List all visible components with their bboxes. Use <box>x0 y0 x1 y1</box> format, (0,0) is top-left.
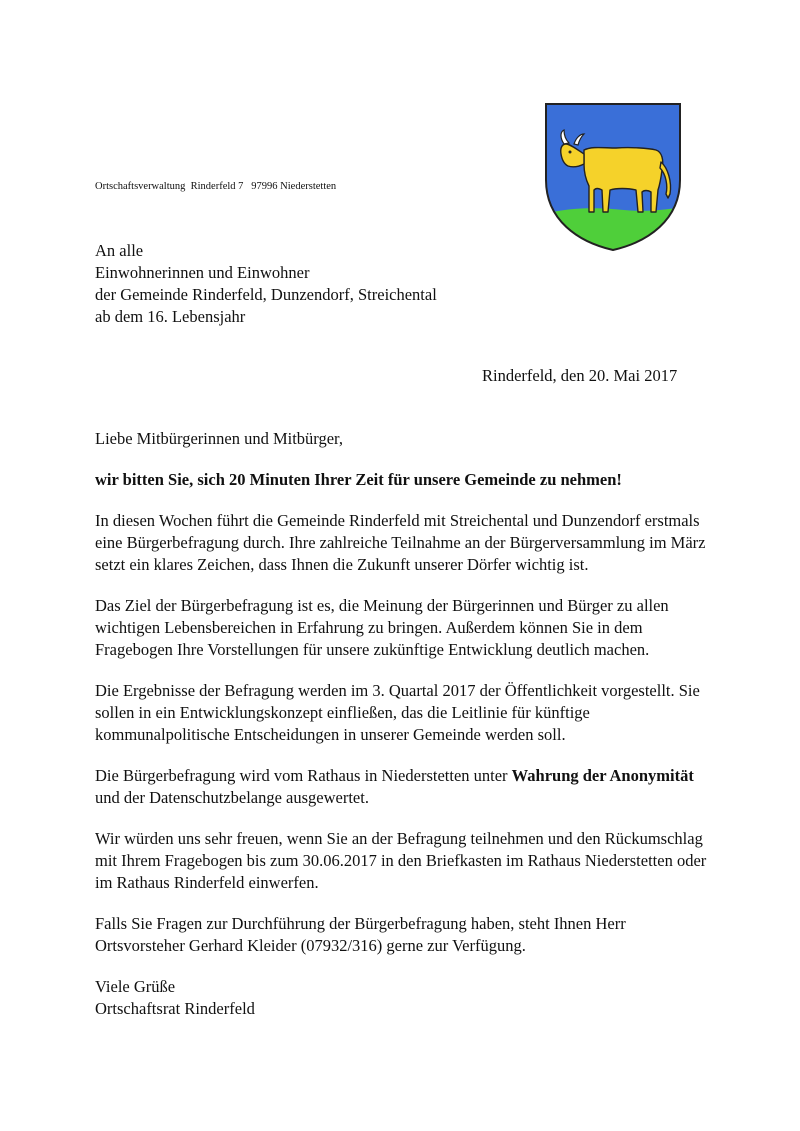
lead-sentence: wir bitten Sie, sich 20 Minuten Ihrer Zeit für unsere Gemeinde zu nehmen! <box>95 470 622 489</box>
recipient-block <box>95 240 437 328</box>
paragraph-line: Fragebogen Ihre Vorstellungen für unsere zukünftige Entwicklung deutlich machen. <box>95 640 650 659</box>
closing <box>95 976 715 1020</box>
paragraph-line: Das Ziel der Bürgerbefragung ist es, die Meinung der Bürgerinnen und Bürger zu allen <box>95 596 669 615</box>
paragraph-line: mit Ihrem Fragebogen bis zum 30.06.2017 in den Briefkasten im Rathaus Niederstetten oder <box>95 851 707 870</box>
paragraph-line: wichtigen Lebensbereichen in Erfahrung zu bringen. Außerdem können Sie in dem <box>95 618 643 637</box>
paragraph-anonymity <box>95 765 715 809</box>
paragraph-line: Die Ergebnisse der Befragung werden im 3. Quartal 2017 der Öffentlichkeit vorgestellt. Sie <box>95 681 700 700</box>
paragraph-contact <box>95 913 715 957</box>
cow-eye <box>569 151 572 154</box>
paragraph-line: In diesen Wochen führt die Gemeinde Rinderfeld mit Streichental und Dunzendorf erstmals <box>95 511 700 530</box>
paragraph-line: Wir würden uns sehr freuen, wenn Sie an der Befragung teilnehmen und den Rückumschlag <box>95 829 703 848</box>
paragraph-line: Falls Sie Fragen zur Durchführung der Bürgerbefragung haben, steht Ihnen Herr <box>95 914 626 933</box>
salutation: Liebe Mitbürgerinnen und Mitbürger, <box>95 429 344 448</box>
anonymity-text: Die Bürgerbefragung wird vom Rathaus in Niederstetten unter <box>95 766 512 785</box>
anonymity-emphasis: Wahrung der Anonymität <box>511 766 694 785</box>
recipient-line: der Gemeinde Rinderfeld, Dunzendorf, Streichental <box>95 285 437 304</box>
recipient-line: An alle <box>95 241 144 260</box>
sender-address: Ortschaftsverwaltung Rinderfeld 7 97996 Niederstetten <box>95 181 337 192</box>
paragraph-goal <box>95 595 715 661</box>
paragraph-line: eine Bürgerbefragung durch. Ihre zahlreiche Teilnahme an der Bürgerversammlung im März <box>95 533 706 552</box>
paragraph-results <box>95 680 715 746</box>
closing-greeting: Viele Grüße <box>95 977 176 996</box>
letter-body <box>95 428 715 1020</box>
paragraph-line <box>95 765 715 787</box>
paragraph-line: im Rathaus Rinderfeld einwerfen. <box>95 873 319 892</box>
paragraph-return <box>95 828 715 894</box>
paragraph-line: Ortsvorsteher Gerhard Kleider (07932/316) gerne zur Verfügung. <box>95 936 526 955</box>
paragraph-line: sollen in ein Entwicklungskonzept einfließen, das die Leitlinie für künftige <box>95 703 590 722</box>
recipient-line: ab dem 16. Lebensjahr <box>95 307 246 326</box>
closing-signature: Ortschaftsrat Rinderfeld <box>95 999 255 1018</box>
shield-meadow <box>544 207 682 252</box>
letter-date: Rinderfeld, den 20. Mai 2017 <box>482 366 678 385</box>
coat-of-arms-cow-icon <box>544 102 682 252</box>
shield-fleck <box>670 224 680 234</box>
paragraph-line: und der Datenschutzbelange ausgewertet. <box>95 788 369 807</box>
paragraph-intro <box>95 510 715 576</box>
paragraph-line: setzt ein klares Zeichen, dass Ihnen die Zukunft unserer Dörfer wichtig ist. <box>95 555 589 574</box>
paragraph-line: kommunalpolitische Entscheidungen in unserer Gemeinde werden soll. <box>95 725 566 744</box>
recipient-line: Einwohnerinnen und Einwohner <box>95 263 310 282</box>
